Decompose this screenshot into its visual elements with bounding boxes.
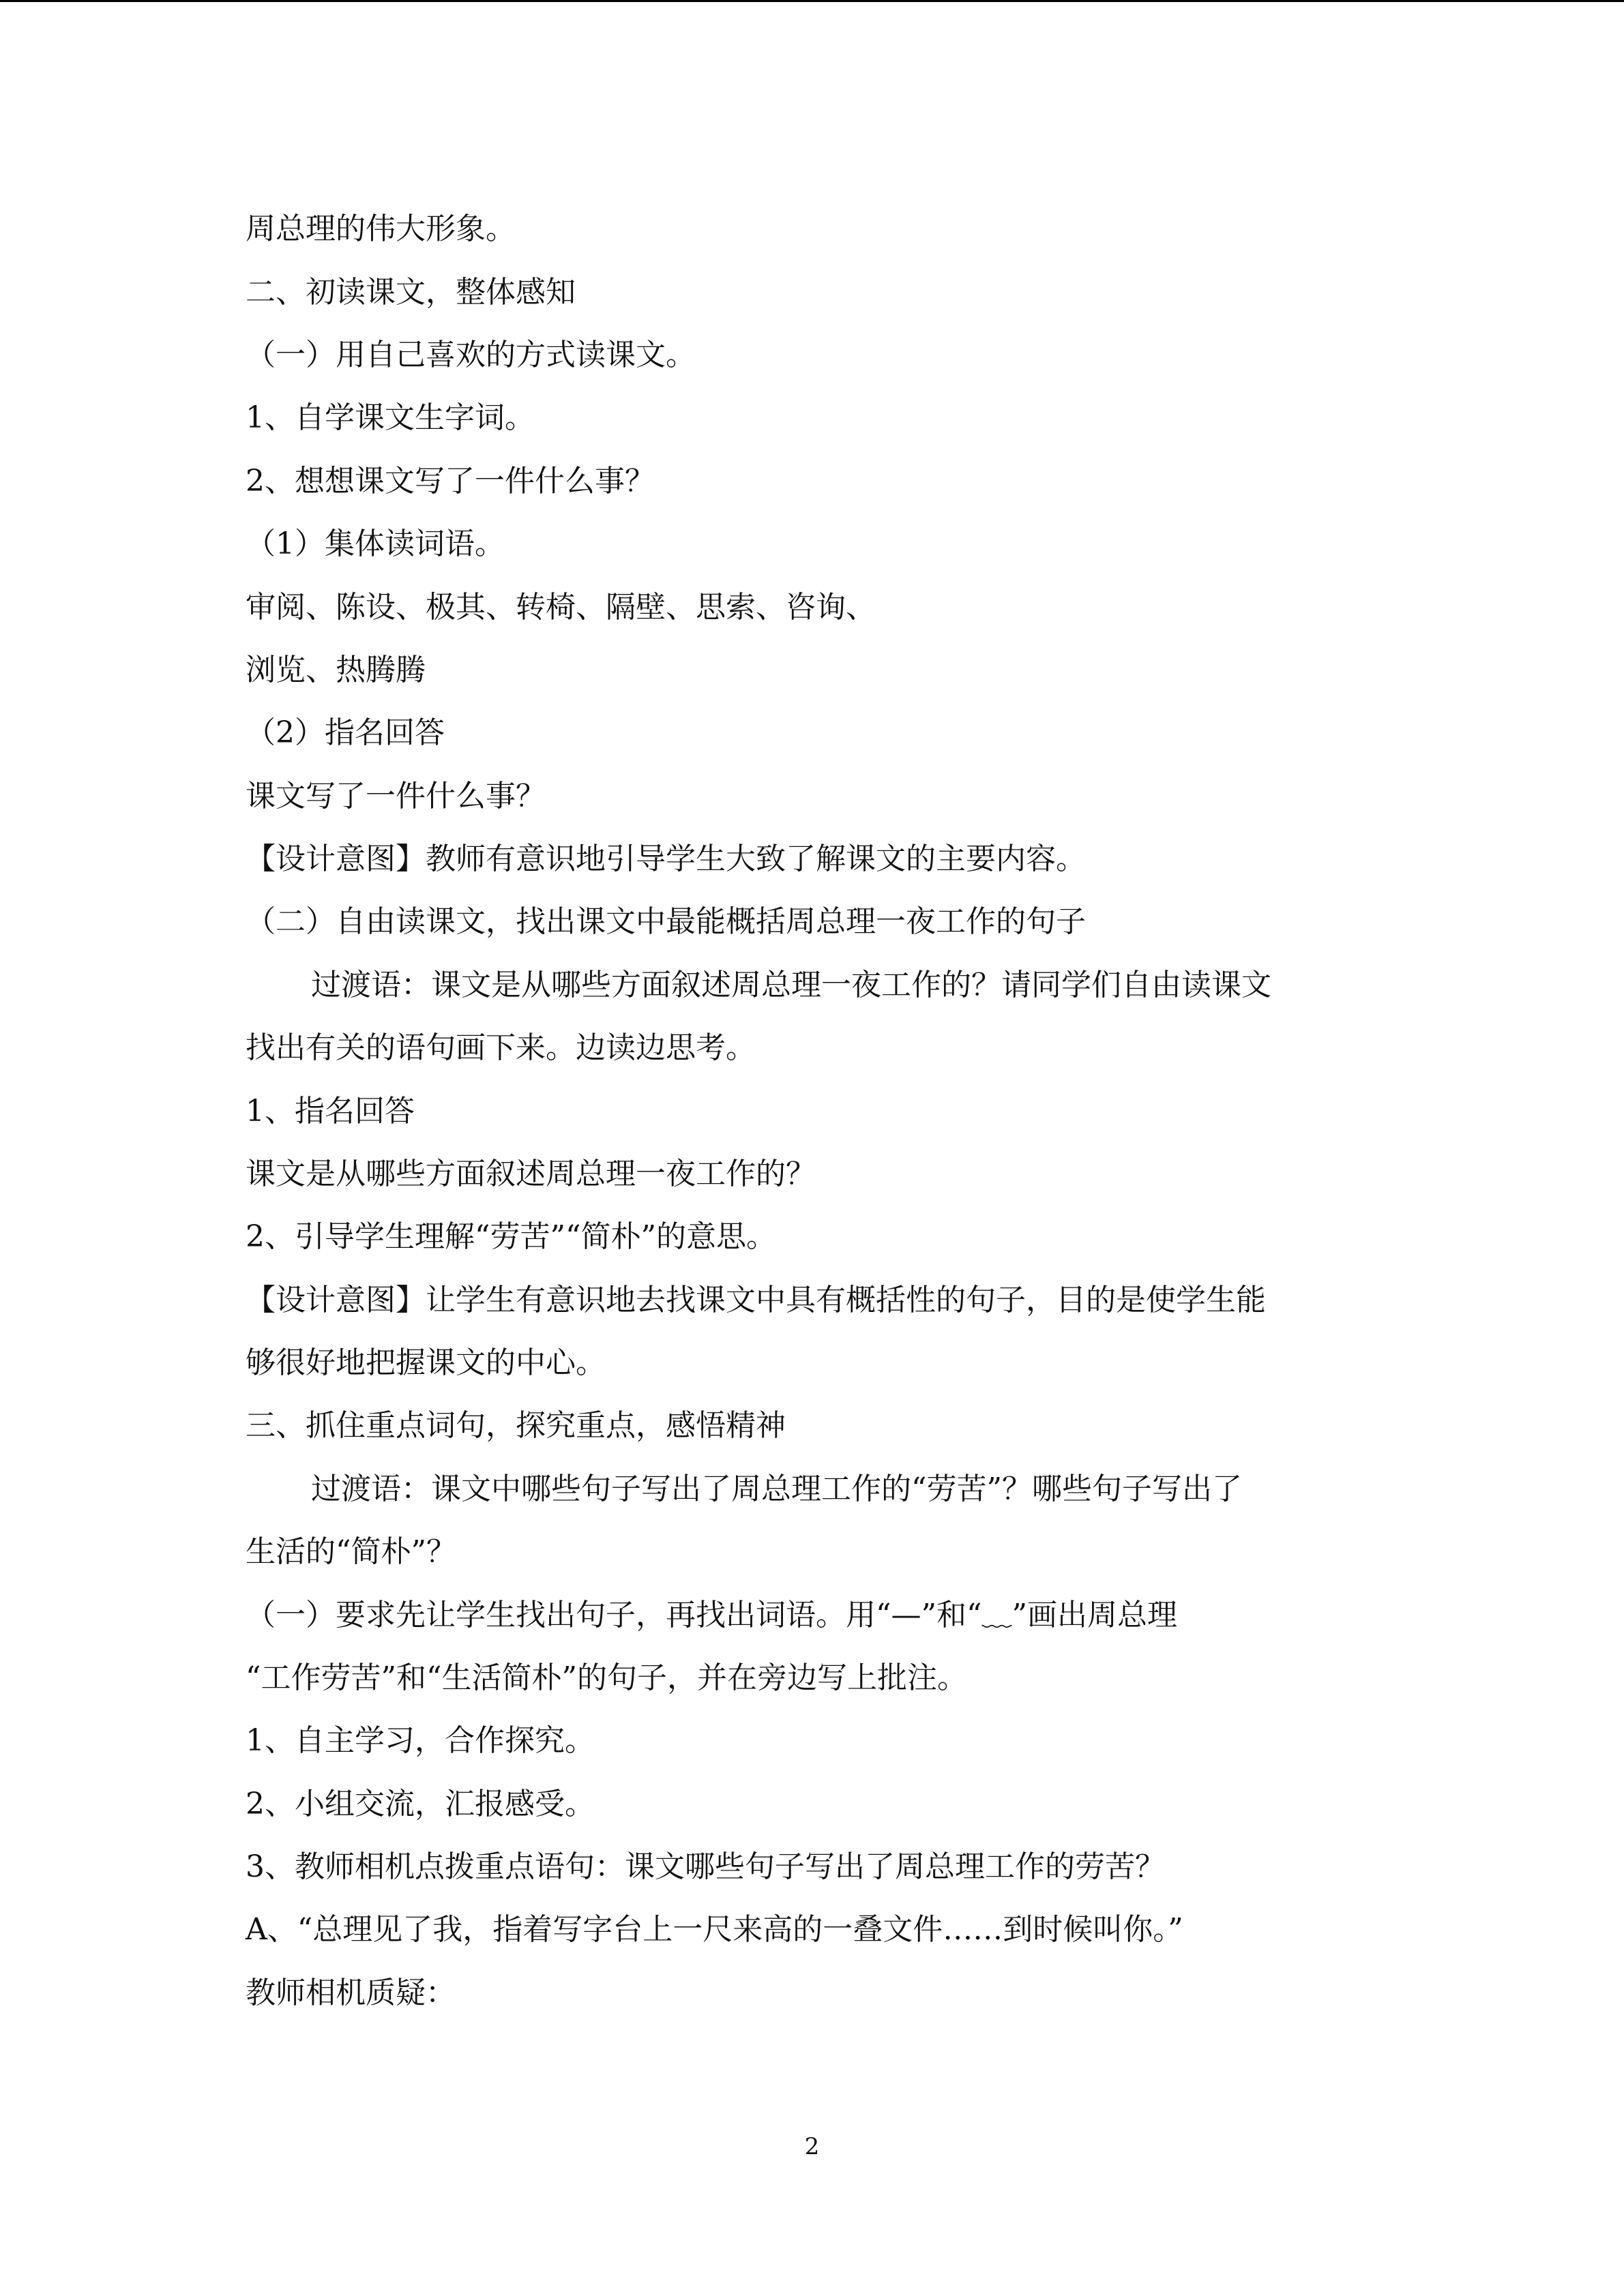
text-line: 2、想想课文写了一件什么事？: [246, 464, 655, 498]
design-intent-note: 【设计意图】教师有意识地引导学生大致了解课文的主要内容。: [246, 841, 1086, 876]
text-line: 1、自主学习，合作探究。: [246, 1723, 595, 1758]
text-line: （1）集体读词语。: [246, 526, 505, 561]
quote-line: A、“总理见了我，指着写字台上一尺来高的一叠文件……到时候叫你。”: [246, 1912, 1183, 1947]
section-heading: 三、抓住重点词句，探究重点，感悟精神: [246, 1408, 786, 1443]
subsection-heading: （一）用自己喜欢的方式读课文。: [246, 338, 696, 372]
paragraph-line: “工作劳苦”和“生活简朴”的句子，并在旁边写上批注。: [246, 1660, 967, 1695]
text-line: 1、自学课文生字词。: [246, 400, 535, 435]
design-intent-note: 【设计意图】让学生有意识地去找课文中具有概括性的句子，目的是使学生能: [246, 1283, 1266, 1317]
text-line: 1、指名回答: [246, 1094, 415, 1129]
page-number: 2: [804, 2133, 820, 2160]
paragraph-line: 过渡语：课文中哪些句子写出了周总理工作的“劳苦”？哪些句子写出了: [311, 1472, 1242, 1506]
text-line: 课文写了一件什么事？: [246, 779, 546, 814]
text-line: 3、教师相机点拨重点语句：课文哪些句子写出了周总理工作的劳苦？: [246, 1849, 1165, 1884]
paragraph-line: 找出有关的语句画下来。边读边思考。: [246, 1030, 756, 1065]
text-line: （2）指名回答: [246, 715, 445, 750]
paragraph-line: 生活的“简朴”？: [246, 1534, 456, 1569]
subsection-heading: （二）自由读课文，找出课文中最能概括周总理一夜工作的句子: [246, 904, 1086, 939]
design-intent-note: 够很好地把握课文的中心。: [246, 1345, 606, 1380]
text-line: 2、引导学生理解“劳苦”“简朴”的意思。: [246, 1219, 776, 1254]
paragraph-line: 过渡语：课文是从哪些方面叙述周总理一夜工作的？请同学们自由读课文: [311, 968, 1271, 1002]
vocabulary-line: 浏览、热腾腾: [246, 653, 426, 687]
top-border-line: [0, 0, 1624, 2]
text-line: 周总理的伟大形象。: [246, 211, 516, 246]
text-line: 教师相机质疑：: [246, 1976, 456, 2010]
section-heading: 二、初读课文，整体感知: [246, 275, 576, 310]
vocabulary-line: 审阅、陈设、极其、转椅、隔壁、思索、咨询、: [246, 590, 876, 625]
subsection-heading: （一）要求先让学生找出句子，再找出词语。用“—”和“﹏”画出周总理: [246, 1598, 1177, 1632]
text-line: 课文是从哪些方面叙述周总理一夜工作的？: [246, 1157, 816, 1191]
text-line: 2、小组交流，汇报感受。: [246, 1787, 595, 1821]
